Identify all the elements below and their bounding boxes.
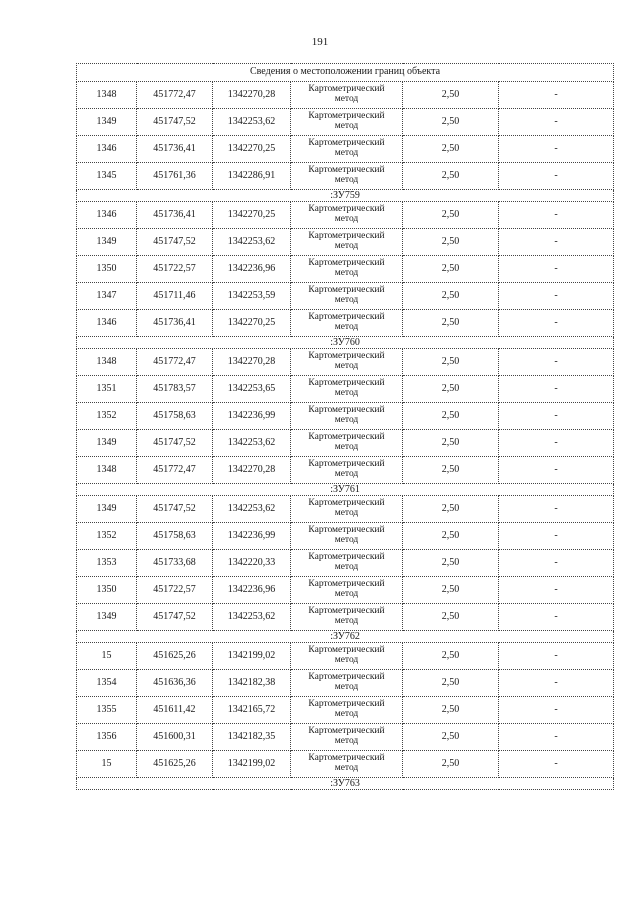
table-row: [77, 283, 614, 310]
method-line2: метод: [334, 763, 359, 773]
method-line1: Картометрический: [308, 579, 385, 590]
point-number: 1347: [77, 283, 137, 310]
accuracy: 2,50: [403, 310, 499, 337]
coord-x: 451611,42: [137, 697, 213, 724]
coord-x: 451772,47: [137, 349, 213, 376]
method-cell: [291, 724, 403, 751]
method-cell: [291, 751, 403, 778]
method-line1: Картометрический: [308, 111, 385, 122]
method-cell: [291, 550, 403, 577]
point-number: 1346: [77, 202, 137, 229]
point-number: 1354: [77, 670, 137, 697]
method-line1: Картометрический: [308, 432, 385, 443]
coord-x: 451733,68: [137, 550, 213, 577]
description: -: [499, 403, 614, 430]
table-row: [77, 751, 614, 778]
coord-x: 451783,57: [137, 376, 213, 403]
description: -: [499, 697, 614, 724]
accuracy: 2,50: [403, 283, 499, 310]
method-line2: метод: [334, 535, 359, 545]
table-row: [77, 136, 614, 163]
method-cell: [291, 310, 403, 337]
section-label: :ЗУ760: [77, 337, 614, 349]
table-row: [77, 349, 614, 376]
description: -: [499, 109, 614, 136]
accuracy: 2,50: [403, 550, 499, 577]
point-number: 1349: [77, 430, 137, 457]
coord-x: 451722,57: [137, 577, 213, 604]
table-row: [77, 256, 614, 283]
coord-y: 1342253,62: [213, 496, 291, 523]
method-line2: метод: [334, 94, 359, 104]
description: -: [499, 643, 614, 670]
accuracy: 2,50: [403, 403, 499, 430]
point-number: 1349: [77, 496, 137, 523]
table-row: [77, 577, 614, 604]
coordinates-table: [76, 63, 614, 790]
coord-y: 1342253,62: [213, 430, 291, 457]
accuracy: 2,50: [403, 604, 499, 631]
table-row: [77, 670, 614, 697]
method-cell: [291, 496, 403, 523]
point-number: 15: [77, 751, 137, 778]
description: -: [499, 496, 614, 523]
section-label: :ЗУ763: [77, 778, 614, 790]
method-line2: метод: [334, 388, 359, 398]
method-line2: метод: [334, 589, 359, 599]
accuracy: 2,50: [403, 229, 499, 256]
method-line1: Картометрический: [308, 285, 385, 296]
point-number: 1345: [77, 163, 137, 190]
point-number: 1351: [77, 376, 137, 403]
table-row: [77, 430, 614, 457]
table-row: [77, 604, 614, 631]
accuracy: 2,50: [403, 457, 499, 484]
coord-y: 1342270,28: [213, 82, 291, 109]
accuracy: 2,50: [403, 136, 499, 163]
section-label: :ЗУ762: [77, 631, 614, 643]
method-cell: [291, 523, 403, 550]
method-line2: метод: [334, 295, 359, 305]
section-row: [77, 631, 614, 643]
point-number: 1352: [77, 523, 137, 550]
section-row: [77, 484, 614, 496]
description: -: [499, 724, 614, 751]
table-title: Сведения о местоположении границ объекта: [77, 64, 614, 82]
method-line1: Картометрический: [308, 231, 385, 242]
page-number: 191: [311, 36, 329, 48]
description: -: [499, 349, 614, 376]
point-number: 1348: [77, 349, 137, 376]
table-row: [77, 403, 614, 430]
point-number: 1350: [77, 577, 137, 604]
point-number: 1349: [77, 109, 137, 136]
accuracy: 2,50: [403, 430, 499, 457]
description: -: [499, 604, 614, 631]
coord-x: 451600,31: [137, 724, 213, 751]
coord-x: 451772,47: [137, 82, 213, 109]
point-number: 1349: [77, 229, 137, 256]
coord-y: 1342182,35: [213, 724, 291, 751]
method-line2: метод: [334, 322, 359, 332]
description: -: [499, 577, 614, 604]
accuracy: 2,50: [403, 751, 499, 778]
point-number: 1348: [77, 82, 137, 109]
method-line1: Картометрический: [308, 312, 385, 323]
coord-x: 451625,26: [137, 643, 213, 670]
point-number: 1356: [77, 724, 137, 751]
accuracy: 2,50: [403, 376, 499, 403]
method-line1: Картометрический: [308, 645, 385, 656]
accuracy: 2,50: [403, 523, 499, 550]
section-row: [77, 337, 614, 349]
description: -: [499, 136, 614, 163]
method-line2: метод: [334, 121, 359, 131]
point-number: 1346: [77, 310, 137, 337]
table-row: [77, 697, 614, 724]
coord-y: 1342236,96: [213, 577, 291, 604]
coord-y: 1342236,99: [213, 403, 291, 430]
coord-x: 451747,52: [137, 604, 213, 631]
method-line2: метод: [334, 214, 359, 224]
coord-y: 1342286,91: [213, 163, 291, 190]
description: -: [499, 283, 614, 310]
method-line2: метод: [334, 655, 359, 665]
coord-y: 1342199,02: [213, 643, 291, 670]
method-line1: Картометрический: [308, 552, 385, 563]
description: -: [499, 310, 614, 337]
method-line2: метод: [334, 415, 359, 425]
method-line1: Картометрический: [308, 378, 385, 389]
table-row: [77, 496, 614, 523]
method-line1: Картометрический: [308, 405, 385, 416]
point-number: 15: [77, 643, 137, 670]
method-cell: [291, 202, 403, 229]
method-cell: [291, 604, 403, 631]
method-line1: Картометрический: [308, 459, 385, 470]
point-number: 1346: [77, 136, 137, 163]
method-cell: [291, 109, 403, 136]
table-row: [77, 109, 614, 136]
method-cell: [291, 256, 403, 283]
accuracy: 2,50: [403, 349, 499, 376]
coord-y: 1342165,72: [213, 697, 291, 724]
coord-y: 1342270,28: [213, 457, 291, 484]
method-line2: метод: [334, 508, 359, 518]
table-row: [77, 457, 614, 484]
point-number: 1355: [77, 697, 137, 724]
method-line1: Картометрический: [308, 525, 385, 536]
method-line1: Картометрический: [308, 165, 385, 176]
description: -: [499, 163, 614, 190]
coord-x: 451711,46: [137, 283, 213, 310]
method-cell: [291, 403, 403, 430]
method-cell: [291, 82, 403, 109]
method-line2: метод: [334, 469, 359, 479]
accuracy: 2,50: [403, 256, 499, 283]
method-line2: метод: [334, 241, 359, 251]
method-line1: Картометрический: [308, 699, 385, 710]
method-line1: Картометрический: [308, 672, 385, 683]
method-cell: [291, 229, 403, 256]
table-header-row: [77, 64, 614, 82]
method-line2: метод: [334, 442, 359, 452]
coord-x: 451747,52: [137, 496, 213, 523]
table-row: [77, 376, 614, 403]
description: -: [499, 751, 614, 778]
point-number: 1349: [77, 604, 137, 631]
method-cell: [291, 577, 403, 604]
accuracy: 2,50: [403, 643, 499, 670]
method-cell: [291, 643, 403, 670]
method-line1: Картометрический: [308, 753, 385, 764]
method-line2: метод: [334, 616, 359, 626]
coord-y: 1342270,25: [213, 310, 291, 337]
table-row: [77, 724, 614, 751]
table-row: [77, 202, 614, 229]
table-body: [77, 64, 614, 790]
method-cell: [291, 697, 403, 724]
description: -: [499, 457, 614, 484]
method-line1: Картометрический: [308, 726, 385, 737]
coord-x: 451758,63: [137, 523, 213, 550]
accuracy: 2,50: [403, 202, 499, 229]
description: -: [499, 256, 614, 283]
method-line2: метод: [334, 682, 359, 692]
coord-y: 1342270,25: [213, 136, 291, 163]
method-line1: Картометрический: [308, 351, 385, 362]
table-row: [77, 82, 614, 109]
section-label: :ЗУ761: [77, 484, 614, 496]
method-line2: метод: [334, 709, 359, 719]
coord-y: 1342236,96: [213, 256, 291, 283]
table-row: [77, 310, 614, 337]
description: -: [499, 523, 614, 550]
accuracy: 2,50: [403, 697, 499, 724]
coord-x: 451761,36: [137, 163, 213, 190]
method-line2: метод: [334, 736, 359, 746]
method-line2: метод: [334, 175, 359, 185]
accuracy: 2,50: [403, 163, 499, 190]
method-line2: метод: [334, 562, 359, 572]
method-line2: метод: [334, 361, 359, 371]
accuracy: 2,50: [403, 496, 499, 523]
description: -: [499, 202, 614, 229]
coord-x: 451636,36: [137, 670, 213, 697]
section-row: [77, 190, 614, 202]
description: -: [499, 82, 614, 109]
coord-y: 1342253,62: [213, 604, 291, 631]
method-cell: [291, 163, 403, 190]
accuracy: 2,50: [403, 670, 499, 697]
method-line2: метод: [334, 268, 359, 278]
coord-x: 451625,26: [137, 751, 213, 778]
method-cell: [291, 670, 403, 697]
coord-x: 451736,41: [137, 310, 213, 337]
method-cell: [291, 136, 403, 163]
coord-x: 451722,57: [137, 256, 213, 283]
coord-y: 1342182,38: [213, 670, 291, 697]
table-row: [77, 163, 614, 190]
coord-x: 451772,47: [137, 457, 213, 484]
coord-y: 1342253,65: [213, 376, 291, 403]
coord-y: 1342253,62: [213, 109, 291, 136]
method-line1: Картометрический: [308, 138, 385, 149]
table-row: [77, 643, 614, 670]
description: -: [499, 376, 614, 403]
point-number: 1350: [77, 256, 137, 283]
point-number: 1352: [77, 403, 137, 430]
method-line1: Картометрический: [308, 498, 385, 509]
method-line2: метод: [334, 148, 359, 158]
point-number: 1348: [77, 457, 137, 484]
accuracy: 2,50: [403, 724, 499, 751]
coord-x: 451747,52: [137, 430, 213, 457]
table-row: [77, 229, 614, 256]
accuracy: 2,50: [403, 577, 499, 604]
table-row: [77, 550, 614, 577]
section-label: :ЗУ759: [77, 190, 614, 202]
method-cell: [291, 283, 403, 310]
coord-x: 451758,63: [137, 403, 213, 430]
coord-y: 1342220,33: [213, 550, 291, 577]
coord-y: 1342270,25: [213, 202, 291, 229]
coord-y: 1342270,28: [213, 349, 291, 376]
method-line1: Картометрический: [308, 606, 385, 617]
accuracy: 2,50: [403, 82, 499, 109]
coord-y: 1342253,62: [213, 229, 291, 256]
description: -: [499, 670, 614, 697]
method-cell: [291, 376, 403, 403]
method-line1: Картометрический: [308, 258, 385, 269]
section-row: [77, 778, 614, 790]
coord-x: 451747,52: [137, 229, 213, 256]
method-cell: [291, 430, 403, 457]
coord-x: 451747,52: [137, 109, 213, 136]
coord-y: 1342199,02: [213, 751, 291, 778]
description: -: [499, 229, 614, 256]
method-line1: Картометрический: [308, 84, 385, 95]
coord-x: 451736,41: [137, 202, 213, 229]
description: -: [499, 550, 614, 577]
method-cell: [291, 349, 403, 376]
method-line1: Картометрический: [308, 204, 385, 215]
table-row: [77, 523, 614, 550]
coord-x: 451736,41: [137, 136, 213, 163]
description: -: [499, 430, 614, 457]
coord-y: 1342253,59: [213, 283, 291, 310]
method-cell: [291, 457, 403, 484]
coord-y: 1342236,99: [213, 523, 291, 550]
accuracy: 2,50: [403, 109, 499, 136]
point-number: 1353: [77, 550, 137, 577]
